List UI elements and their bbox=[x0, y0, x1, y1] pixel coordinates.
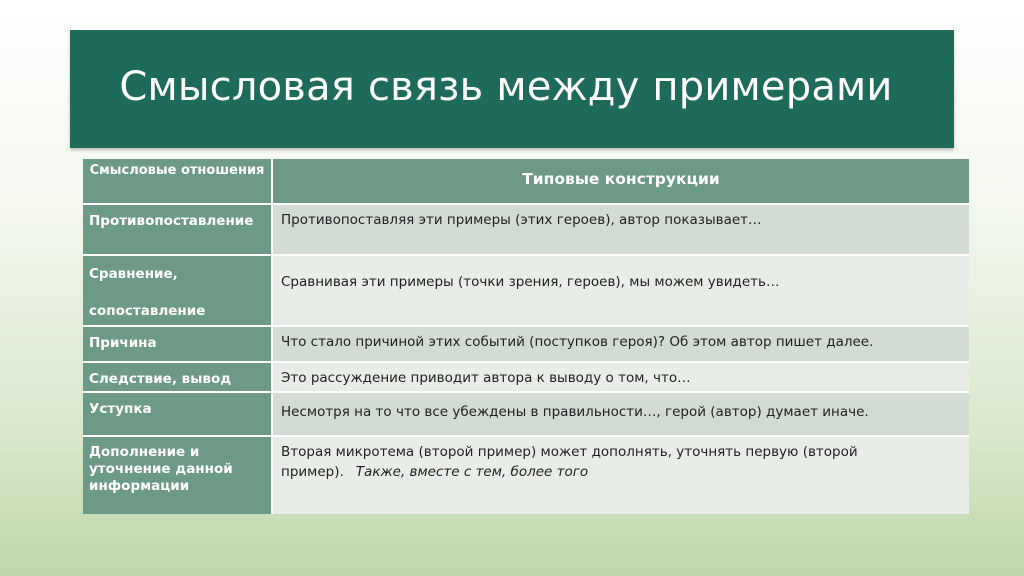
row-construction-cell bbox=[273, 437, 969, 514]
header-typical-constructions: Типовые конструкции bbox=[273, 159, 969, 203]
row-relation-cell: Уступка bbox=[83, 393, 271, 435]
row-construction-cell: Противопоставляя эти примеры (этих героев), автор показывает… bbox=[273, 205, 969, 254]
row-construction-cell: Сравнивая эти примеры (точки зрения, героев), мы можем увидеть… bbox=[273, 256, 969, 325]
row-relation-cell: Противопоставление bbox=[83, 205, 271, 254]
row-construction-cell: Это рассуждение приводит автора к выводу о том, что… bbox=[273, 363, 969, 391]
construction-italic-text: Также, вместе с тем, более того bbox=[355, 464, 589, 480]
row-relation-cell: Следствие, вывод bbox=[83, 363, 271, 391]
title-bar bbox=[70, 30, 954, 148]
relations-table bbox=[83, 159, 969, 514]
row-construction-cell: Несмотря на то что все убеждены в правильности…, герой (автор) думает иначе. bbox=[273, 393, 969, 435]
header-semantic-relations: Смысловые отношения bbox=[83, 159, 271, 203]
relation-line: Сравнение, bbox=[89, 266, 178, 282]
row-construction-cell: Что стало причиной этих событий (поступков героя)? Об этом автор пишет далее. bbox=[273, 327, 969, 361]
relation-line: сопоставление bbox=[89, 303, 206, 319]
construction-text: Вторая микротема (второй пример) может дополнять, уточнять первую (второй пример). bbox=[281, 444, 858, 480]
slide-title: Смысловая связь между примерами bbox=[119, 64, 893, 110]
row-relation-cell: Причина bbox=[83, 327, 271, 361]
row-relation-cell: Дополнение и уточнение данной информации bbox=[83, 437, 271, 514]
row-relation-cell bbox=[83, 256, 271, 325]
